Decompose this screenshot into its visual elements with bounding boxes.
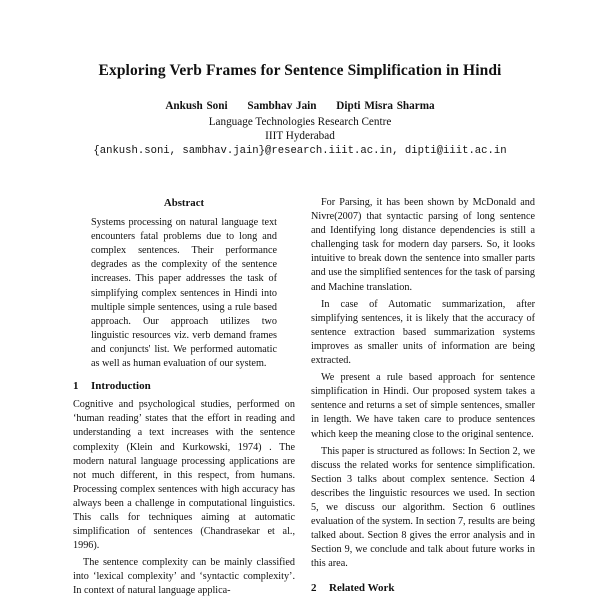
- author-name: Dipti Misra Sharma: [336, 100, 435, 112]
- paragraph: The sentence complexity can be mainly classified into ‘lexical complexity’ and ‘syntactic complexity’. In context of natural language applica-: [73, 557, 295, 597]
- left-column: [73, 196, 295, 599]
- abstract-text: Systems processing on natural language text encounters fatal problems due to long and complex sentences. Their performance degrades as the complexity of the sentence increases. This paper addresses the task of simplifying complex sentences in Hindi into multiple simple sentences, using a rule based approach. Our approach utilizes two linguistic resources viz. verb demand frames and conjuncts' list. We performed automatic as well as human evaluation of our system.: [91, 217, 277, 370]
- section-title: Related Work: [329, 582, 395, 595]
- paragraph: Cognitive and psychological studies, performed on ‘human reading’ states that the effort in reading and understanding a text increases with the sentence complexity (Klein and Kurkowski, 1974) . The modern natural language processing applications are not much different, in this respect, from humans. Processing complex sentences with high accuracy has always been a challenge in computational linguistics. This calls for techniques aiming at automatic simplification of sentences (Chandrasekar et al., 1996).: [73, 399, 295, 552]
- affiliation-line: IIIT Hyderabad: [265, 130, 335, 142]
- author-name: Sambhav Jain: [247, 100, 317, 112]
- paper-title: Exploring Verb Frames for Sentence Simplification in Hindi: [98, 62, 502, 79]
- right-column: [311, 196, 535, 601]
- section-heading-introduction: [73, 379, 295, 393]
- author-list: [0, 100, 600, 112]
- section-number: 1: [73, 380, 79, 393]
- author-name: Ankush Soni: [165, 100, 228, 112]
- abstract-heading: Abstract: [163, 197, 205, 209]
- affiliation-line: Language Technologies Research Centre: [208, 116, 392, 128]
- section-heading-related-work: [311, 581, 535, 595]
- paragraph: In case of Automatic summarization, after simplifying sentences, it is likely that the accuracy of sentence extraction based summarization systems improves as smaller units of information are being extracted.: [311, 298, 535, 367]
- paragraph: We present a rule based approach for sentence simplification in Hindi. Our proposed system takes a sentence and returns a set of simple sentences, smaller in length. We have taken care to produce sentences which keep the meaning close to the original sentence.: [311, 372, 535, 440]
- author-emails: {ankush.soni, sambhav.jain}@research.iiit.ac.in, dipti@iiit.ac.in: [93, 145, 507, 157]
- paragraph: For Parsing, it has been shown by McDonald and Nivre(2007) that syntactic parsing of long sentence and Identifying long distance dependencies is still a challenging task for modern day parsers. So, it looks intuitive to break down the sentence into smaller parts and use the simplified sentences for the task of parsing and Machine translation.: [311, 197, 535, 293]
- section-title: Introduction: [91, 380, 151, 393]
- paragraph: This paper is structured as follows: In Section 2, we discuss the related works for sentence simplification. Section 3 talks about complex sentence. Section 4 describes the linguistic resources we used. In section 5, we discuss our algorithm. Section 6 outlines evaluation of the system. In section 7, results are being talked about. Section 8 gives the error analysis and in Section 9, we conclude and talk about future works in this area.: [311, 445, 535, 570]
- section-number: 2: [311, 582, 317, 595]
